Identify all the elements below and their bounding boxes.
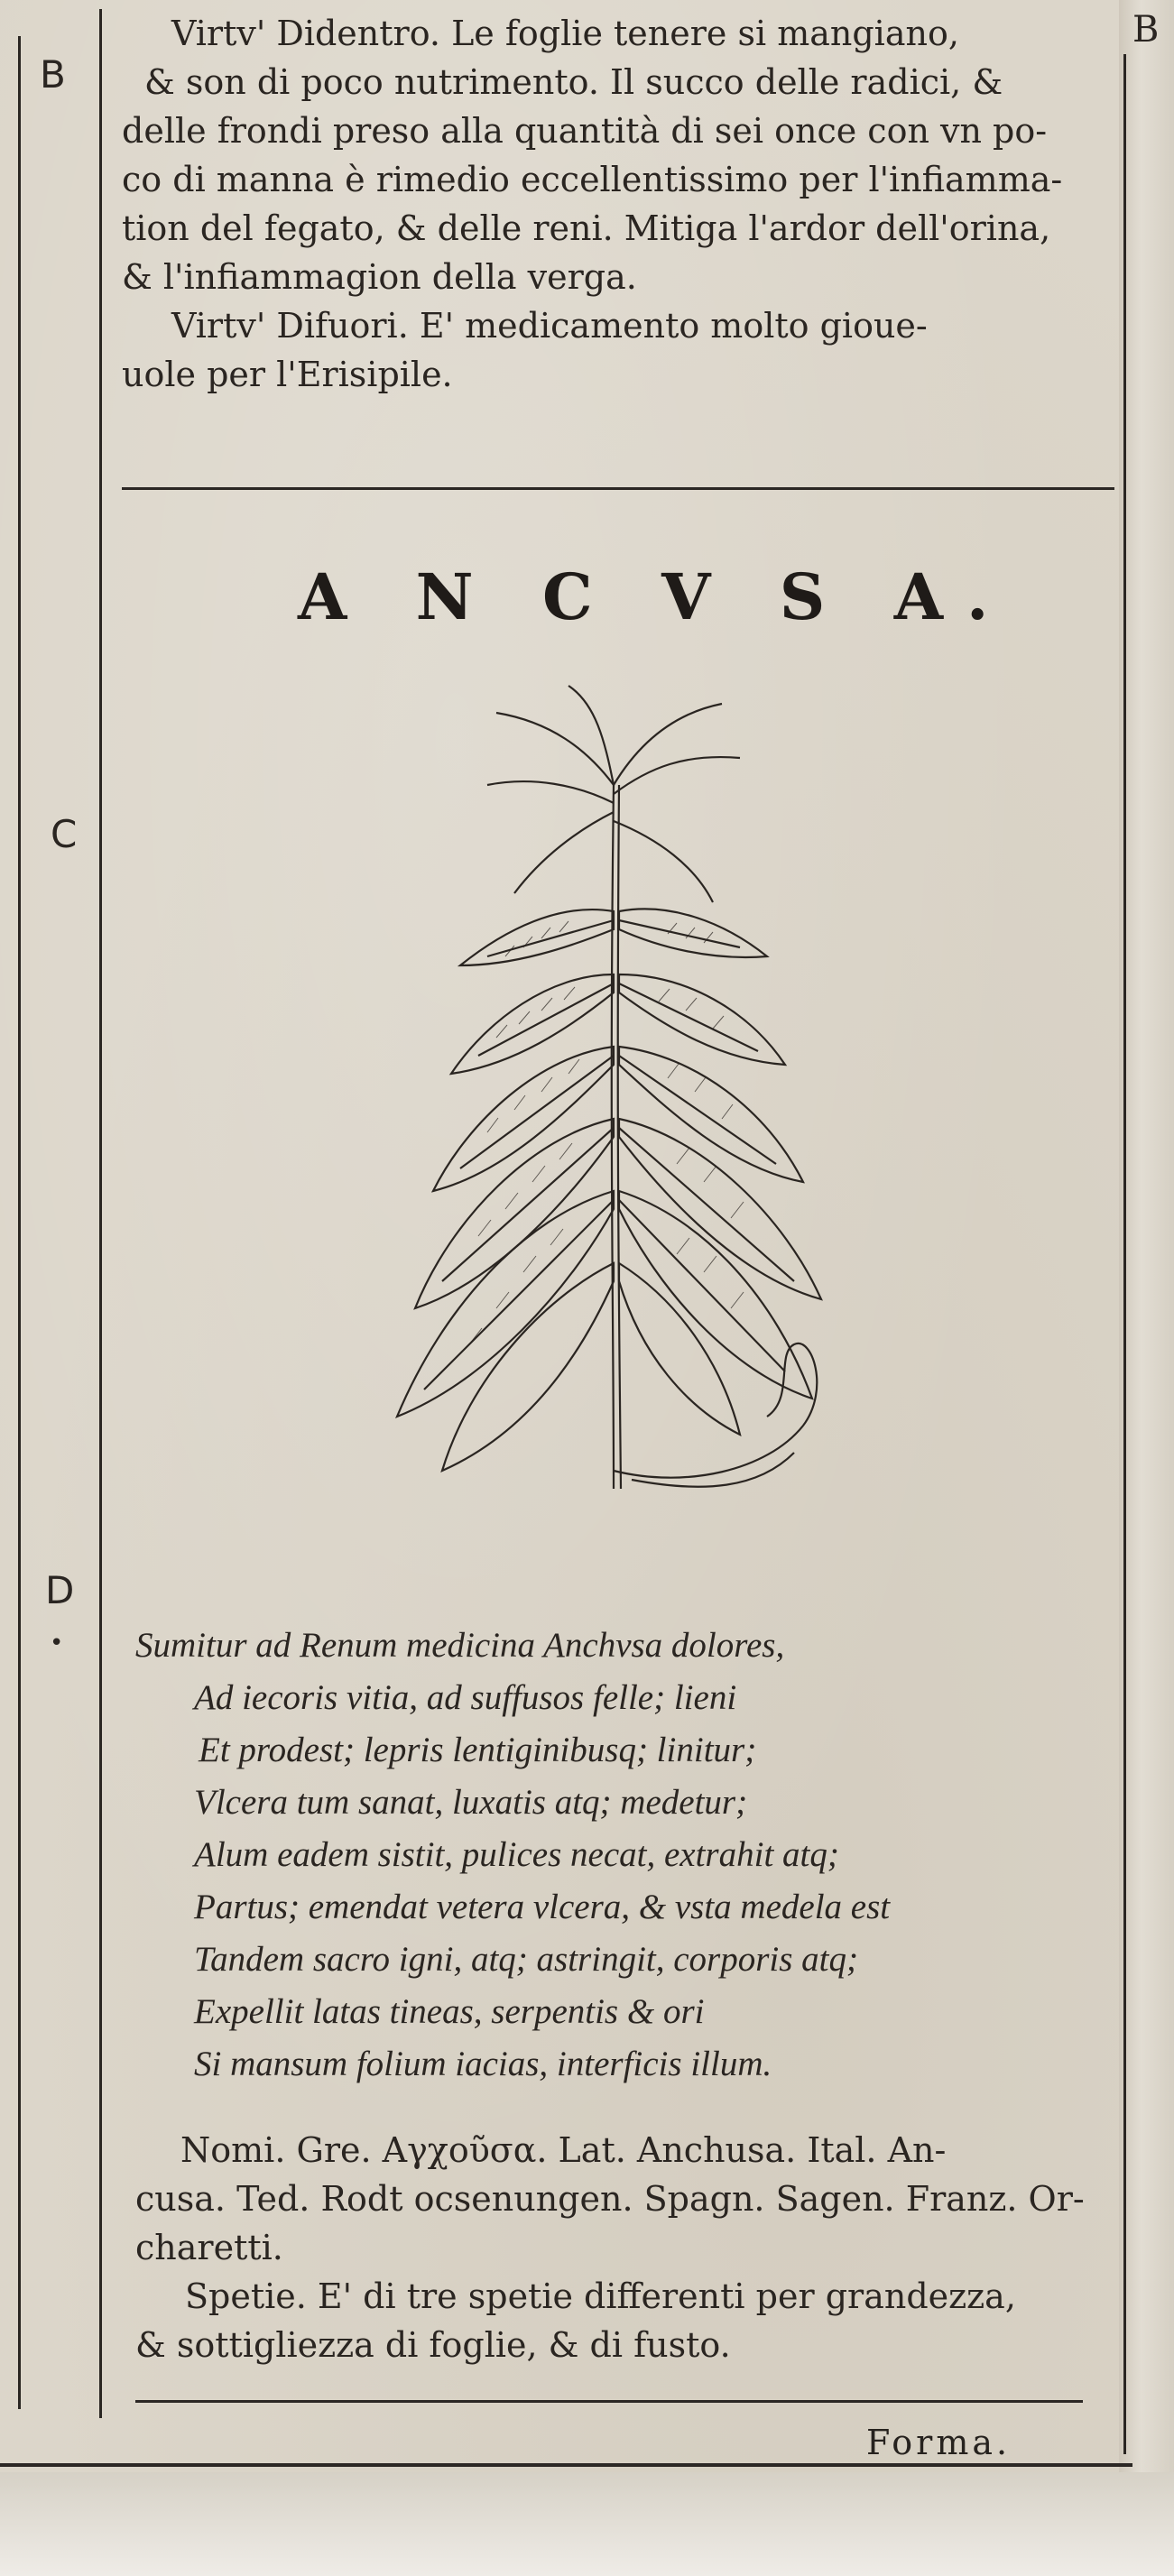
margin-letter-c: C <box>51 812 78 856</box>
bottom-frame-rule <box>0 2463 1132 2467</box>
poem-line-5: Alum eadem sistit, pulices necat, extrahit atq; <box>194 1835 839 1874</box>
left-border-line <box>18 36 21 2409</box>
poem-line-7: Tandem sacro igni, atq; astringit, corporis atq; <box>194 1940 858 1979</box>
scan-edge-right <box>1119 0 1174 2576</box>
intro-line-2: & son di poco nutrimento. Il succo delle radici, & <box>144 62 1003 102</box>
poem-line-4: Vlcera tum sanat, luxatis atq; medetur; <box>194 1783 748 1822</box>
poem-line-8: Expellit latas tineas, serpentis & ori <box>194 1992 705 2031</box>
corner-mark: B <box>1132 9 1160 51</box>
margin-bullet: • <box>50 1630 64 1657</box>
lower-rule <box>135 2400 1083 2403</box>
intro-line-8: uole per l'Erisipile. <box>122 355 453 394</box>
poem-line-2: Ad iecoris vitia, ad suffusos felle; lieni <box>194 1678 737 1717</box>
intro-line-4: co di manna è rimedio eccellentissimo per l'infiamma- <box>122 160 1063 199</box>
intro-line-3: delle frondi preso alla quantità di sei once con vn po- <box>122 111 1048 151</box>
names-line-3: charetti. <box>135 2228 283 2267</box>
poem-line-1: Sumitur ad Renum medicina Anchvsa dolores, <box>135 1626 785 1665</box>
inner-left-border-line <box>99 9 102 2418</box>
margin-letter-d: D <box>45 1568 75 1612</box>
intro-line-7: Virtv' Difuori. E' medicamento molto gioue- <box>171 306 928 346</box>
names-line-2: cusa. Ted. Rodt ocsenungen. Spagn. Sagen. Franz. Or- <box>135 2179 1085 2219</box>
anchusa-woodcut-illustration <box>343 677 902 1543</box>
poem-line-9: Si mansum folium iacias, interficis illum. <box>194 2045 772 2083</box>
plant-title: A N C V S A. <box>298 559 1012 634</box>
species-line-1: Spetie. E' di tre spetie differenti per grandezza, <box>185 2276 1016 2316</box>
section-rule <box>122 487 1114 490</box>
intro-line-1: Virtv' Didentro. Le foglie tenere si mangiano, <box>171 14 959 53</box>
species-line-2: & sottigliezza di foglie, & di fusto. <box>135 2325 731 2365</box>
poem-line-3: Et prodest; lepris lentiginibusq; linitur; <box>199 1731 757 1769</box>
catchword: Forma. <box>866 2423 1012 2462</box>
names-line-1: Nomi. Gre. Αγχοῦσα. Lat. Anchusa. Ital. An- <box>180 2130 947 2170</box>
margin-letter-b: B <box>40 52 66 97</box>
intro-line-5: tion del fegato, & delle reni. Mitiga l'ardor dell'orina, <box>122 208 1051 248</box>
scan-edge-bottom <box>0 2472 1174 2576</box>
right-border-line <box>1123 54 1126 2454</box>
intro-line-6: & l'infiammagion della verga. <box>122 257 637 297</box>
poem-line-6: Partus; emendat vetera vlcera, & vsta medela est <box>194 1888 891 1926</box>
